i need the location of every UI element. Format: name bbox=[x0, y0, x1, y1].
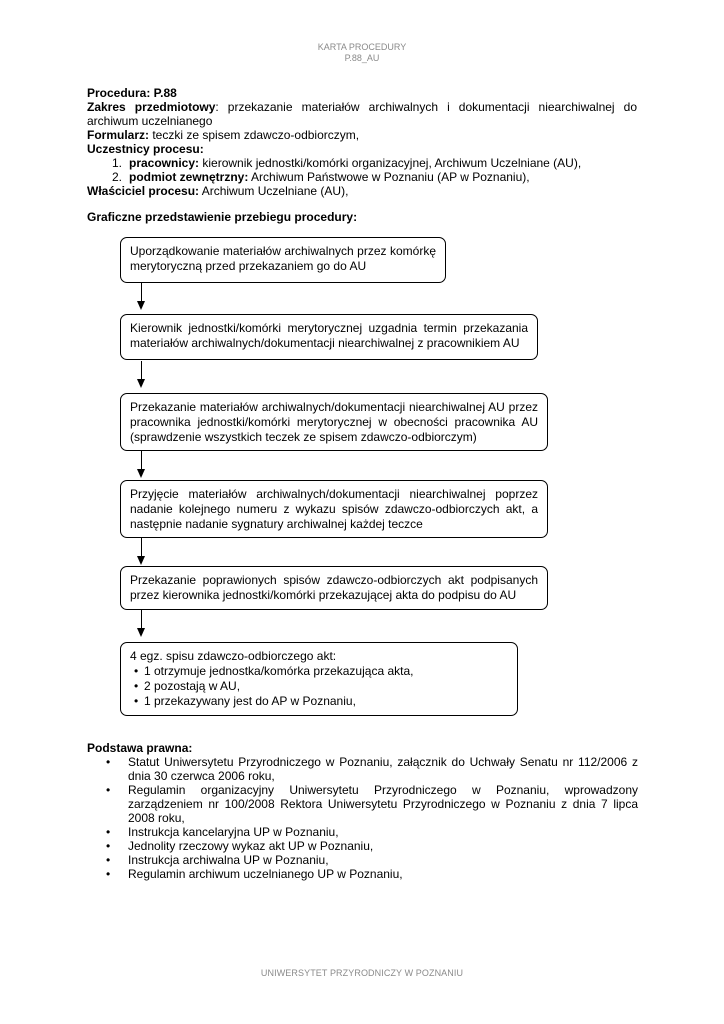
list-item: • Statut Uniwersytetu Przyrodniczego w Poznaniu, załącznik do Uchwały Senatu nr 112/2006 z dnia 30 czerwca 2006 roku, bbox=[106, 755, 638, 783]
zakres-value: : przekazanie materiałów archiwalnych i dokumentacji niearchiwalnej do archiwum uczelnianego bbox=[87, 100, 637, 128]
flow-step-2 bbox=[120, 314, 538, 360]
owner-line bbox=[87, 184, 637, 198]
form-line bbox=[87, 128, 637, 142]
wlasciciel-label: Właściciel procesu: bbox=[87, 184, 200, 198]
participant-value: kierownik jednostki/komórki organizacyjnej, Archiwum Uczelniane (AU), bbox=[199, 156, 582, 170]
procedura-label: Procedura: P.88 bbox=[87, 86, 177, 100]
flow-step-4 bbox=[120, 480, 548, 538]
participant-item bbox=[112, 170, 122, 184]
formularz-value: teczki ze spisem zdawczo-odbiorczym, bbox=[149, 128, 360, 142]
flow-step-text: Przekazanie materiałów archiwalnych/dokumentacji niearchiwalnej AU przez pracownika jednostki/komórki merytorycznej w obecności pracownika AU (sprawdzenie wszystkich teczek ze spisem zdawczo-odbiorczym) bbox=[130, 400, 538, 444]
wlasciciel-value: Archiwum Uczelniane (AU), bbox=[199, 184, 349, 198]
flow-final-box bbox=[120, 642, 518, 716]
header-title: KARTA PROCEDURY bbox=[317, 42, 407, 52]
participant-label: pracownicy: bbox=[129, 156, 200, 170]
participants-heading bbox=[87, 142, 637, 156]
list-item: • 2 pozostają w AU, bbox=[130, 679, 508, 694]
list-item: • Regulamin archiwum uczelnianego UP w Poznaniu, bbox=[106, 867, 403, 881]
final-title: 4 egz. spisu zdawczo-odbiorczego akt: bbox=[130, 649, 337, 663]
legal-title-text: Podstawa prawna: bbox=[87, 741, 193, 755]
participant-number: 1. bbox=[112, 156, 123, 170]
legal-item-text: Statut Uniwersytetu Przyrodniczego w Poznaniu, załącznik do Uchwały Senatu nr 112/2006 z dnia 30 czerwca 2006 roku, bbox=[128, 755, 638, 783]
header-code: P.88_AU bbox=[344, 53, 380, 63]
legal-item-text: Regulamin archiwum uczelnianego UP w Poznaniu, bbox=[128, 867, 403, 881]
legal-item-text: Instrukcja kancelaryjna UP w Poznaniu, bbox=[128, 825, 339, 839]
flow-step-text: Przyjęcie materiałów archiwalnych/dokumentacji niearchiwalnej poprzez nadanie kolejnego numeru z wykazu spisów zdawczo-odbiorczych akt, a następnie nadanie sygnatury archiwalnej każdej teczce bbox=[130, 487, 538, 531]
formularz-label: Formularz: bbox=[87, 128, 150, 142]
participant-text bbox=[129, 170, 530, 184]
final-list bbox=[130, 664, 508, 709]
flow-step-1 bbox=[120, 237, 446, 283]
flow-arrow bbox=[137, 610, 147, 637]
list-item: • Instrukcja archiwalna UP w Poznaniu, bbox=[106, 853, 329, 867]
participant-label: podmiot zewnętrzny: bbox=[129, 170, 249, 184]
uczestnicy-label: Uczestnicy procesu: bbox=[87, 142, 204, 156]
participant-item bbox=[112, 156, 122, 170]
footer-university: UNIWERSYTET PRZYRODNICZY W POZNANIU bbox=[260, 968, 464, 978]
legal-item-text: Regulamin organizacyjny Uniwersytetu Przyrodniczego w Poznaniu, wprowadzony zarządzeniem nr 100/2008 Rektora Uniwersytetu Przyrodniczego w Poznaniu z dnia 7 lipca 2008 roku, bbox=[128, 783, 638, 825]
scope-paragraph bbox=[87, 100, 637, 128]
list-item: • Regulamin organizacyjny Uniwersytetu Przyrodniczego w Poznaniu, wprowadzony zarządzeniem nr 100/2008 Rektora Uniwersytetu Przyrodniczego w Poznaniu z dnia 7 lipca 2008 roku, bbox=[106, 783, 638, 825]
flow-step-3 bbox=[120, 393, 548, 451]
participant-text bbox=[129, 156, 581, 170]
list-item: • 1 otrzymuje jednostka/komórka przekazująca akta, bbox=[130, 664, 508, 679]
list-item: • Instrukcja kancelaryjna UP w Poznaniu, bbox=[106, 825, 339, 839]
procedure-id bbox=[87, 86, 637, 100]
flow-step-text: Uporządkowanie materiałów archiwalnych przez komórkę merytoryczną przed przekazaniem go do AU bbox=[130, 244, 436, 273]
participant-number: 2. bbox=[112, 170, 123, 184]
participant-value: Archiwum Państwowe w Poznaniu (AP w Poznaniu), bbox=[248, 170, 530, 184]
list-item: • 1 przekazywany jest do AP w Poznaniu, bbox=[130, 694, 508, 709]
legal-item-text: Jednolity rzeczowy wykaz akt UP w Poznaniu, bbox=[128, 839, 374, 853]
legal-title bbox=[87, 741, 637, 755]
flow-arrow bbox=[137, 283, 147, 310]
flow-arrow bbox=[137, 451, 147, 478]
flow-step-text: Kierownik jednostki/komórki merytorycznej uzgadnia termin przekazania materiałów archiwalnych/dokumentacji niearchiwalnej z pracownikiem AU bbox=[130, 321, 528, 350]
graphic-title-text: Graficzne przedstawienie przebiegu procedury: bbox=[87, 210, 358, 224]
flow-step-5 bbox=[120, 566, 548, 610]
graphic-title bbox=[87, 210, 637, 224]
list-item: • Jednolity rzeczowy wykaz akt UP w Poznaniu, bbox=[106, 839, 374, 853]
flow-arrow bbox=[137, 538, 147, 565]
legal-list bbox=[106, 755, 638, 881]
legal-item-text: Instrukcja archiwalna UP w Poznaniu, bbox=[128, 853, 329, 867]
flow-step-text: Przekazanie poprawionych spisów zdawczo-odbiorczych akt podpisanych przez kierownika jednostki/komórki przekazującej akta do podpisu do AU bbox=[130, 573, 538, 602]
flow-arrow bbox=[137, 361, 147, 388]
zakres-label: Zakres przedmiotowy bbox=[87, 100, 216, 114]
